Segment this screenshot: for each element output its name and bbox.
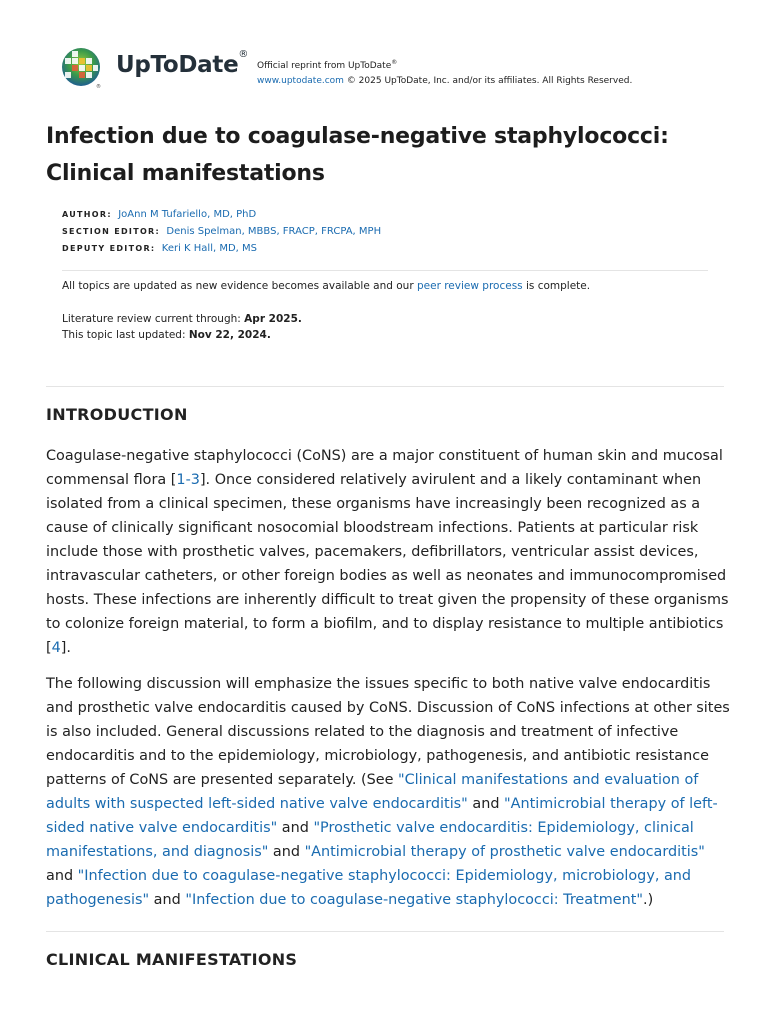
section-editor-label: SECTION EDITOR: <box>62 227 161 236</box>
reprint-header <box>60 46 720 90</box>
deputy-editor-link[interactable]: Keri K Hall, MD, MS <box>161 243 258 254</box>
divider <box>46 386 724 387</box>
intro-paragraph-1: Coagulase-negative staphylococci (CoNS) are a major constituent of human skin and mucosal commensal flora [1-3]. Once considered relatively avirulent and a likely contaminant when isolated from a clinical specimen, these organisms have increasingly been recognized as a cause of clinically significant nosocomial bloodstream infections. Patients at particular risk include those with prosthetic valves, pacemakers, defibrillators, ventricular assist devices, intravascular catheters, or other foreign bodies as well as neonates and immunocompromised hosts. These infections are inherently difficult to treat given the propensity of these organisms to colonize foreign material, to form a biofilm, and to display resistance to multiple antibiotics [4]. <box>46 448 729 656</box>
review-dates: Literature review current through: Apr 2025. This topic last updated: Nov 22, 2024. <box>62 313 302 341</box>
reprint-notice: Official reprint from UpToDate® www.uptodate.com © 2025 UpToDate, Inc. and/or its affiliates. All Rights Reserved. <box>257 59 633 86</box>
author-block <box>62 206 381 257</box>
deputy-editor-label: DEPUTY EDITOR: <box>62 244 156 253</box>
topic-link[interactable]: "Prosthetic valve endocarditis: Epidemiology, clinical manifestations, and diagnosis" <box>46 820 694 860</box>
divider <box>62 270 708 271</box>
svg-text:®: ® <box>96 84 101 90</box>
reference-link[interactable]: 1-3 <box>176 472 200 488</box>
update-notice: All topics are updated as new evidence becomes available and our peer review process is complete. <box>62 280 591 292</box>
topic-link[interactable]: "Antimicrobial therapy of prosthetic valve endocarditis" <box>304 844 705 860</box>
lit-review-date: Apr 2025. <box>244 313 302 325</box>
topic-link[interactable]: "Infection due to coagulase-negative staphylococci: Treatment" <box>185 892 644 908</box>
uptodate-site-link[interactable]: www.uptodate.com <box>257 76 344 86</box>
brand-name: UpToDate® <box>116 49 249 78</box>
article-title: Infection due to coagulase-negative staphylococci: Clinical manifestations <box>46 124 669 186</box>
divider <box>46 931 724 932</box>
section-editor-link[interactable]: Denis Spelman, MBBS, FRACP, FRCPA, MPH <box>166 226 382 237</box>
topic-link[interactable]: "Infection due to coagulase-negative staphylococci: Epidemiology, microbiology, and pathogenesis" <box>46 868 692 908</box>
section-heading-introduction: INTRODUCTION <box>46 405 188 424</box>
section-heading-clinical-manifestations: CLINICAL MANIFESTATIONS <box>46 950 298 969</box>
uptodate-logo-icon <box>60 46 104 90</box>
last-updated-date: Nov 22, 2024. <box>188 329 271 341</box>
intro-paragraph-2: The following discussion will emphasize the issues specific to both native valve endocarditis and prosthetic valve endocarditis caused by CoNS. Discussion of CoNS infections at other sites is also included. General discussions related to the diagnosis and treatment of infective endocarditis and to the epidemiology, microbiology, pathogenesis, and antibiotic resistance patterns of CoNS are presented separately. (See "Clinical manifestations and evaluation of adults with suspected left-sided native valve endocarditis" and "Antimicrobial therapy of left-sided native valve endocarditis" and "Prosthetic valve endocarditis: Epidemiology, clinical manifestations, and diagnosis" and "Antimicrobial therapy of prosthetic valve endocarditis" and "Infection due to coagulase-negative staphylococci: Epidemiology, microbiology, and pathogenesis" and "Infection due to coagulase-negative staphylococci: Treatment".) <box>46 676 730 908</box>
topic-link[interactable]: "Clinical manifestations and evaluation of adults with suspected left-sided native valve endocarditis" <box>46 772 699 812</box>
author-link[interactable]: JoAnn M Tufariello, MD, PhD <box>118 209 257 220</box>
topic-link[interactable]: "Antimicrobial therapy of left-sided native valve endocarditis" <box>46 796 718 836</box>
peer-review-link[interactable]: peer review process <box>416 280 523 292</box>
author-label: AUTHOR: <box>62 210 112 219</box>
reference-link[interactable]: 4 <box>51 640 61 656</box>
